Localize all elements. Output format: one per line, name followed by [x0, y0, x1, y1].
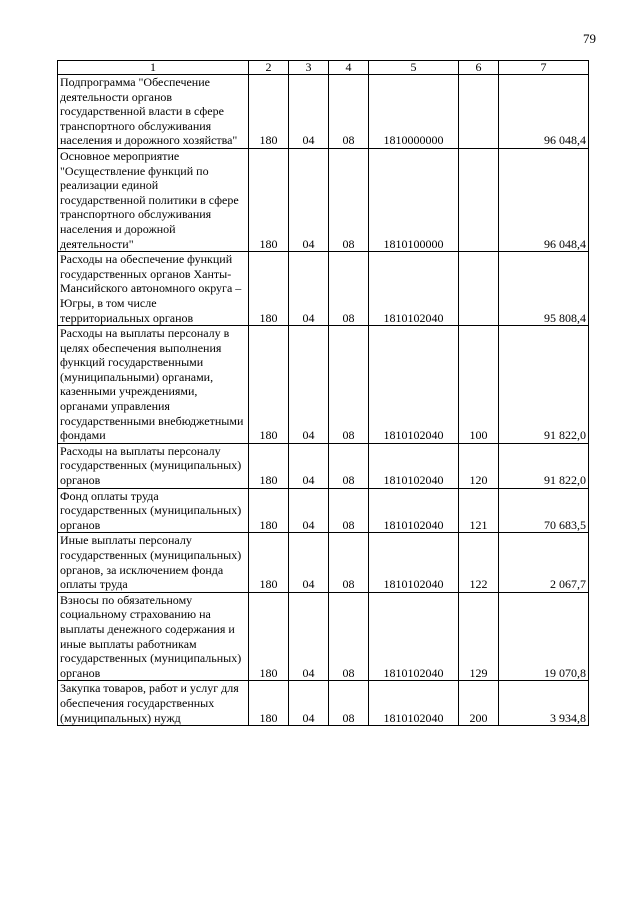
expense-type-code — [459, 252, 499, 326]
subsection-code: 08 — [329, 252, 369, 326]
section-code: 04 — [289, 681, 329, 726]
target-article-code: 1810102040 — [369, 533, 459, 592]
ministry-code: 180 — [249, 148, 289, 251]
section-code: 04 — [289, 148, 329, 251]
section-code: 04 — [289, 75, 329, 149]
table-row — [58, 443, 589, 488]
table-row — [58, 681, 589, 726]
subsection-code: 08 — [329, 443, 369, 488]
row-name: Иные выплаты персоналу государственных (муниципальных) органов, за исключением фонда оплаты труда — [58, 533, 249, 592]
amount-value: 91 822,0 — [499, 443, 589, 488]
column-header: 6 — [459, 61, 499, 75]
column-header: 1 — [58, 61, 249, 75]
ministry-code: 180 — [249, 443, 289, 488]
column-header: 4 — [329, 61, 369, 75]
section-code: 04 — [289, 592, 329, 681]
section-code: 04 — [289, 326, 329, 444]
column-header: 5 — [369, 61, 459, 75]
amount-value: 96 048,4 — [499, 148, 589, 251]
subsection-code: 08 — [329, 326, 369, 444]
target-article-code: 1810102040 — [369, 252, 459, 326]
section-code: 04 — [289, 488, 329, 533]
column-header: 7 — [499, 61, 589, 75]
subsection-code: 08 — [329, 488, 369, 533]
header-row — [58, 61, 589, 75]
column-header: 2 — [249, 61, 289, 75]
page-number: 79 — [583, 31, 596, 46]
row-name: Подпрограмма "Обеспечение деятельности органов государственной власти в сфере транспортного обслуживания населения и дорожного хозяйства" — [58, 75, 249, 149]
budget-table — [57, 60, 589, 726]
row-name: Взносы по обязательному социальному страхованию на выплаты денежного содержания и иные выплаты работникам государственных (муниципальных) органов — [58, 592, 249, 681]
ministry-code: 180 — [249, 592, 289, 681]
amount-value: 3 934,8 — [499, 681, 589, 726]
amount-value: 91 822,0 — [499, 326, 589, 444]
ministry-code: 180 — [249, 681, 289, 726]
expense-type-code — [459, 75, 499, 149]
amount-value: 19 070,8 — [499, 592, 589, 681]
row-name: Закупка товаров, работ и услуг для обеспечения государственных (муниципальных) нужд — [58, 681, 249, 726]
subsection-code: 08 — [329, 681, 369, 726]
expense-type-code: 122 — [459, 533, 499, 592]
target-article-code: 1810102040 — [369, 326, 459, 444]
subsection-code: 08 — [329, 75, 369, 149]
target-article-code: 1810100000 — [369, 148, 459, 251]
target-article-code: 1810102040 — [369, 592, 459, 681]
section-code: 04 — [289, 533, 329, 592]
ministry-code: 180 — [249, 326, 289, 444]
table-row — [58, 533, 589, 592]
table-row — [58, 488, 589, 533]
table-row — [58, 592, 589, 681]
target-article-code: 1810102040 — [369, 488, 459, 533]
section-code: 04 — [289, 252, 329, 326]
row-name: Расходы на выплаты персоналу государственных (муниципальных) органов — [58, 443, 249, 488]
subsection-code: 08 — [329, 592, 369, 681]
subsection-code: 08 — [329, 148, 369, 251]
expense-type-code: 200 — [459, 681, 499, 726]
target-article-code: 1810000000 — [369, 75, 459, 149]
ministry-code: 180 — [249, 488, 289, 533]
amount-value: 2 067,7 — [499, 533, 589, 592]
amount-value: 96 048,4 — [499, 75, 589, 149]
expense-type-code: 120 — [459, 443, 499, 488]
column-header: 3 — [289, 61, 329, 75]
target-article-code: 1810102040 — [369, 443, 459, 488]
expense-type-code — [459, 148, 499, 251]
table-row — [58, 75, 589, 149]
ministry-code: 180 — [249, 75, 289, 149]
section-code: 04 — [289, 443, 329, 488]
row-name: Фонд оплаты труда государственных (муниципальных) органов — [58, 488, 249, 533]
table-row — [58, 148, 589, 251]
row-name: Основное мероприятие "Осуществление функций по реализации единой государственной политики в сфере транспортного обслуживания населения и дорожной деятельности" — [58, 148, 249, 251]
amount-value: 70 683,5 — [499, 488, 589, 533]
expense-type-code: 129 — [459, 592, 499, 681]
amount-value: 95 808,4 — [499, 252, 589, 326]
target-article-code: 1810102040 — [369, 681, 459, 726]
row-name: Расходы на обеспечение функций государственных органов Ханты-Мансийского автономного округа – Югры, в том числе территориальных органов — [58, 252, 249, 326]
ministry-code: 180 — [249, 252, 289, 326]
table-row — [58, 326, 589, 444]
row-name: Расходы на выплаты персоналу в целях обеспечения выполнения функций государственными (муниципальными) органами, казенными учреждениями, органами управления государственными внебюджетными фондами — [58, 326, 249, 444]
subsection-code: 08 — [329, 533, 369, 592]
expense-type-code: 100 — [459, 326, 499, 444]
expense-type-code: 121 — [459, 488, 499, 533]
table-row — [58, 252, 589, 326]
ministry-code: 180 — [249, 533, 289, 592]
